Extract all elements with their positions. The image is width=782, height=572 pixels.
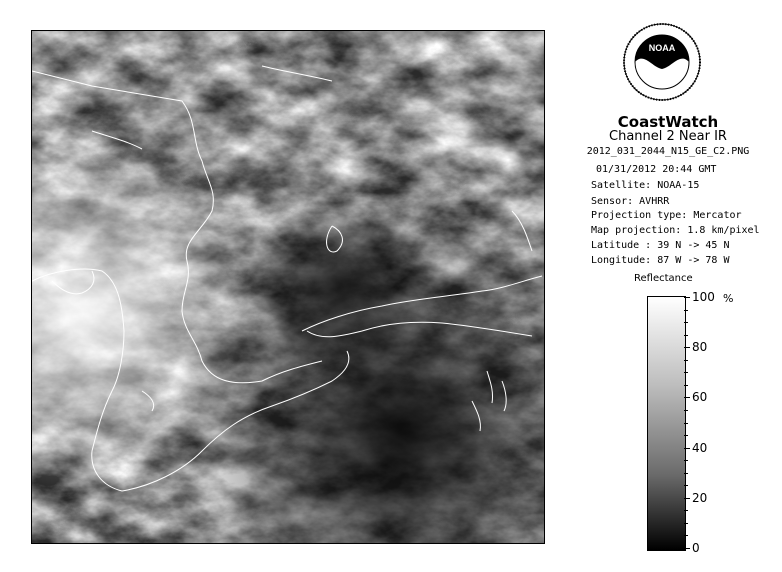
scale-tick — [684, 297, 690, 298]
scale-tick — [684, 460, 688, 461]
scale-tick — [684, 485, 688, 486]
scale-tick-label: 80 — [692, 340, 708, 355]
scale-tick — [684, 322, 688, 323]
scale-tick — [684, 335, 688, 336]
scale-tick — [684, 410, 688, 411]
app-title: CoastWatch — [617, 113, 719, 131]
map-projection-label: Map projection: 1.8 km/pixel — [591, 225, 760, 236]
satellite-image-svg — [32, 31, 544, 543]
scale-tick — [684, 385, 688, 386]
scale-tick — [684, 523, 688, 524]
scale-tick — [684, 535, 688, 536]
scale-title: Reflectance — [634, 273, 693, 284]
scale-tick — [684, 347, 690, 348]
scale-tick — [684, 473, 688, 474]
scale-tick — [684, 435, 688, 436]
scale-tick-label: 60 — [692, 390, 708, 405]
sensor-label: Sensor: AVHRR — [591, 196, 670, 207]
svg-text:NOAA: NOAA — [648, 43, 676, 53]
scale-tick-label: 100 — [692, 290, 715, 304]
scale-tick — [684, 397, 690, 398]
scale-tick — [684, 510, 688, 511]
scale-tick — [684, 448, 690, 449]
scale-tick — [684, 372, 688, 373]
scale-tick-label: 40 — [692, 440, 708, 455]
scale-tick — [684, 310, 688, 311]
latitude-label: Latitude : 39 N -> 45 N — [591, 240, 730, 251]
satellite-label: Satellite: NOAA-15 — [591, 180, 700, 191]
scale-tick — [684, 548, 690, 549]
reflectance-colorbar — [647, 296, 686, 551]
scale-tick-label: 0 — [692, 541, 700, 555]
scale-tick-label: 20 — [692, 490, 708, 505]
scale-unit: % — [723, 292, 734, 305]
scale-tick — [684, 498, 690, 499]
longitude-label: Longitude: 87 W -> 78 W — [591, 255, 730, 266]
scale-tick — [684, 360, 688, 361]
datetime-label: 01/31/2012 20:44 GMT — [596, 164, 717, 175]
satellite-image — [31, 30, 545, 544]
channel-label: Channel 2 Near IR — [609, 129, 727, 144]
filename-label: 2012_031_2044_N15_GE_C2.PNG — [586, 146, 750, 157]
scale-tick — [684, 423, 688, 424]
noaa-logo — [622, 22, 702, 102]
projection-type-label: Projection type: Mercator — [591, 210, 742, 221]
